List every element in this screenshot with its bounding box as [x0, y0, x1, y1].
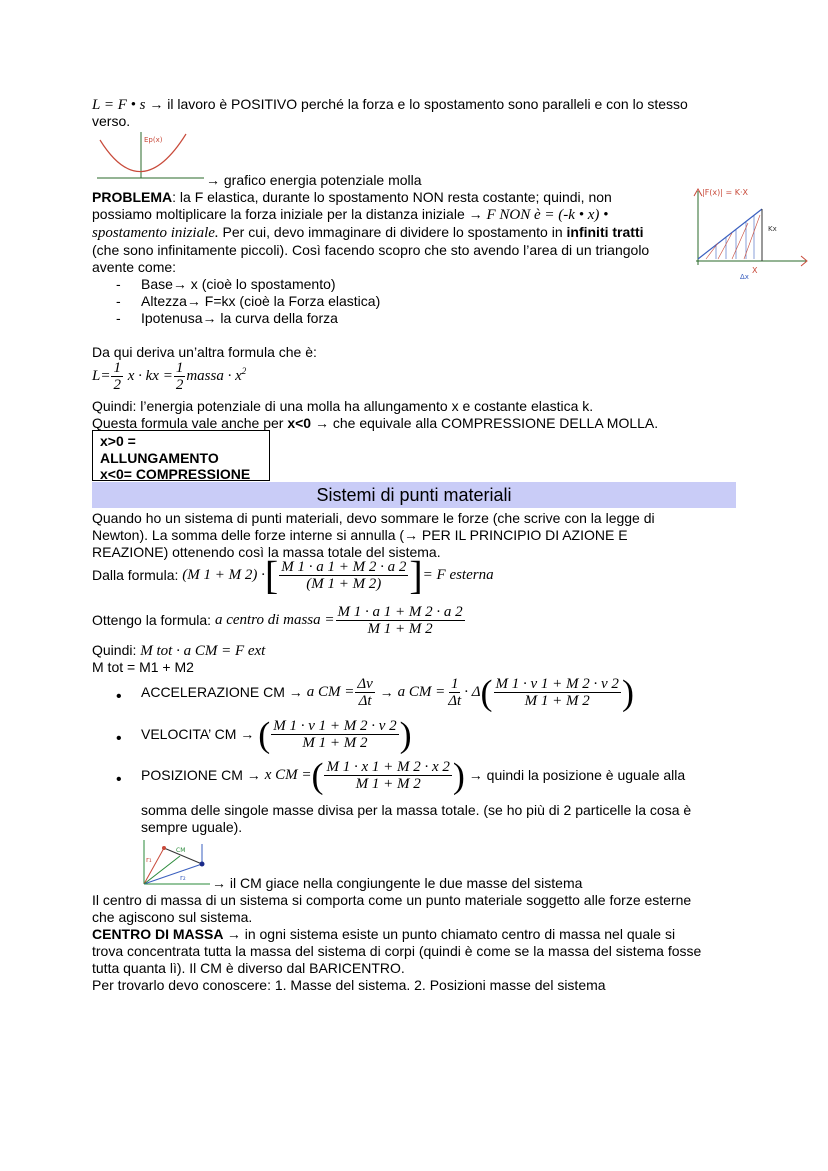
potential-energy-sketch	[94, 126, 208, 182]
dalla-left: (M 1 + M 2) ·	[182, 567, 265, 583]
cm-line-2: che agiscono sul sistema.	[92, 909, 253, 925]
dash-3: -	[116, 310, 121, 326]
work-formula: L = F • s	[92, 97, 146, 113]
problema-text-2: possiamo moltiplicare la forza iniziale per la distanza iniziale →	[92, 206, 487, 222]
allungamento-box	[92, 430, 270, 481]
problema-text-1: : la F elastica, durante lo spostamento NON resta costante; quindi, non	[172, 189, 612, 205]
cm-line-4: trova concentrata tutta la massa del sistema di corpi (quindi è come se la massa del sistema fosse	[92, 943, 702, 959]
quindi-mtot: Quindi: M tot · a CM = F ext	[92, 642, 266, 659]
posizione-cm: POSIZIONE CM → x CM =( $\frac{M 1 \cdot x 1 + M 2 \cdot x 2}{M 1 + M 2}$ ) → quindi la posizione è uguale alla	[141, 755, 686, 796]
questa-formula-line: Questa formula vale anche per x<0 → che equivale alla COMPRESSIONE DELLA MOLLA.	[92, 415, 659, 431]
centro-title: CENTRO DI MASSA →	[92, 926, 241, 942]
posizione-line-3: sempre uguale).	[141, 819, 243, 835]
cm-line-1: Il centro di massa di un sistema si comporta come un punto materiale soggetto alle forze esterne	[92, 892, 692, 908]
force-label: |F(x)| = K·X	[702, 188, 749, 197]
fraction-half: $\frac{1}{2}$	[113, 360, 121, 393]
force-triangle-sketch	[688, 183, 812, 280]
cm-line-6: Per trovarlo devo conoscere: 1. Masse del sistema. 2. Posizioni masse del sistema	[92, 977, 606, 993]
mtot-line: M tot = M1 + M2	[92, 659, 194, 675]
infiniti-tratti: infiniti tratti	[566, 224, 644, 240]
r2-label: r₂	[180, 874, 186, 882]
problema-line-1	[92, 189, 612, 206]
dalla-formula: Dalla formula: (M 1 + M 2) ·[ $\frac{M 1 \cdot a 1 + M 2 \cdot a 2}{(M 1 + M 2)}$ ]= F esterna	[92, 552, 494, 598]
formula-L-rhs: massa · x	[186, 367, 242, 384]
sistema-line-1: Quando ho un sistema di punti materiali, devo sommare le forze (che scrive con la legge di	[92, 510, 655, 526]
verso-line: verso.	[92, 113, 131, 129]
accelerazione-cm: ACCELERAZIONE CM → a CM = $\frac{\Delta v}{\Delta t}$ → a CM = $\frac{1}{\Delta t}$ · Δ( $\frac{M 1 \cdot v 1 + M 2 \cdot v 2}{M 1 + M 2}$ )	[141, 672, 634, 713]
bullet: •	[116, 771, 122, 788]
problema-title: PROBLEMA	[92, 189, 173, 205]
box-line: x>0 =	[100, 433, 136, 449]
velocita-cm: VELOCITA’ CM → ( $\frac{M 1 \cdot v 1 + M 2 \cdot v 2}{M 1 + M 2}$ )	[141, 714, 412, 755]
cm-caption: → il CM giace nella congiungente le due masse del sistema	[212, 875, 583, 891]
dalla-rhs: = F esterna	[422, 567, 494, 583]
kx-label: Kx	[768, 225, 777, 233]
centro-line: CENTRO DI MASSA → in ogni sistema esiste un punto chiamato centro di massa nel quale si	[92, 926, 676, 942]
problema-math-2: F NON è = (-k • x) •	[486, 207, 609, 223]
work-text: → il lavoro è POSITIVO perché la forza e lo spostamento sono paralleli e con lo stesso	[145, 96, 688, 112]
dx-label: Δx	[740, 273, 749, 280]
list-item: Altezza→ F=kx (cioè la Forza elastica)	[141, 293, 381, 309]
dalla-label: Dalla formula:	[92, 567, 183, 583]
problema-line-2	[92, 206, 608, 224]
center-of-mass-sketch	[140, 836, 214, 888]
problema-math-3: spostamento iniziale.	[92, 225, 219, 241]
section-title: Sistemi di punti materiali	[92, 482, 736, 508]
formula-L	[92, 360, 246, 393]
sistema-line-3: REAZIONE) ottenendo così la massa totale del sistema.	[92, 544, 441, 560]
x-label: X	[752, 266, 758, 275]
cm-label: CM	[176, 847, 186, 854]
x-less-zero: x<0	[287, 415, 312, 431]
box-line: ALLUNGAMENTO	[100, 449, 219, 466]
formula-L-mid: x · kx =	[127, 367, 173, 384]
exponent: 2	[241, 365, 247, 376]
bullet: •	[116, 730, 122, 747]
dash-2: -	[116, 293, 121, 309]
r1-label: r₁	[146, 856, 152, 864]
bullet: •	[116, 688, 122, 705]
formula-L-lhs: L=	[92, 367, 111, 384]
fraction-half: $\frac{1}{2}$	[175, 360, 184, 393]
quindi-energia: Quindi: l’energia potenziale di una molla ha allungamento x e costante elastica k.	[92, 398, 594, 414]
problema-line-4: (che sono infinitamente piccoli). Così facendo scopro che sto avendo l’area di un triangolo	[92, 242, 650, 258]
list-item: Ipotenusa→ la curva della forza	[141, 310, 338, 326]
sistema-line-2: Newton). La somma delle forze interne si annulla (→ PER IL PRINCIPIO DI AZIONE E	[92, 527, 628, 543]
work-positive-line	[92, 96, 688, 114]
deriva-line: Da qui deriva un’altra formula che è:	[92, 344, 317, 360]
ottengo-formula: Ottengo la formula: a centro di massa = $\frac{M 1 \cdot a 1 + M 2 \cdot a 2}{M 1 + M 2}$	[92, 604, 463, 637]
problema-text-3: Per cui, devo immaginare di dividere lo spostamento in	[218, 224, 567, 240]
list-item: Base→ x (cioè lo spostamento)	[141, 276, 336, 292]
cm-line-5: tutta quanta lì). Il CM è diverso dal BARICENTRO.	[92, 960, 405, 976]
problema-line-5: avente come:	[92, 259, 177, 275]
dash-1: -	[116, 276, 121, 292]
ep-label: Ep(x)	[144, 136, 163, 144]
posizione-line-2: somma delle singole masse divisa per la massa totale. (se ho più di 2 particelle la cosa è	[141, 802, 692, 818]
box-line: x<0= COMPRESSIONE	[100, 466, 251, 482]
grafico-caption: → grafico energia potenziale molla	[206, 172, 422, 188]
problema-line-3	[92, 224, 644, 242]
